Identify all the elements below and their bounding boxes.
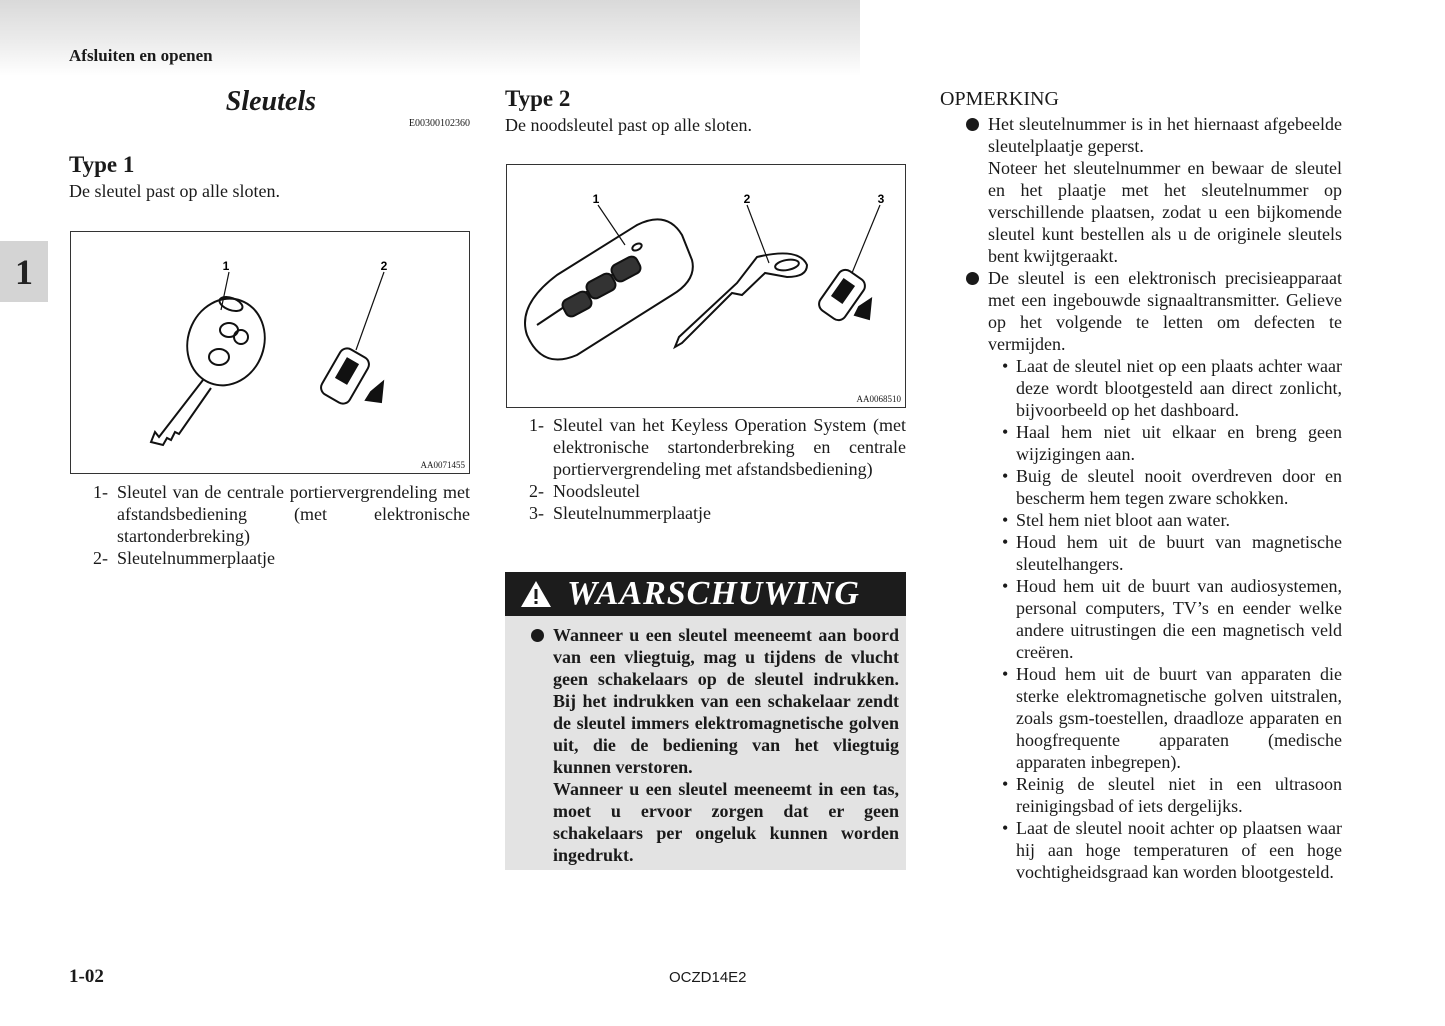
list-item: • Houd hem uit de buurt van magnetische sleutelhangers. xyxy=(1002,532,1342,574)
warning-paragraph: Wanneer u een sleutel meeneemt aan boord van een vliegtuig, mag u tijdens de vlucht geen schakelaars op de sleutel indrukken. Bij het indrukken van een schakelaar zendt de sleutel immers elektromagnetische golven uit, die de bediening van het vliegtuig kunnen verstoren. xyxy=(531,624,899,778)
figure-type2-keys xyxy=(506,164,906,408)
bullet-icon xyxy=(531,629,544,642)
warning-title: WAARSCHUWING xyxy=(567,575,860,612)
list-item: • Stel hem niet bloot aan water. xyxy=(1002,510,1230,530)
bullet-icon xyxy=(966,118,979,131)
warning-box xyxy=(505,572,906,870)
type1-legend xyxy=(93,481,470,569)
type1-text: De sleutel past op alle sloten. xyxy=(69,181,280,201)
list-item: • Laat de sleutel nooit achter op plaatsen waar hij aan hoge temperaturen of een hoge vochtigheidsgraad kan worden blootgesteld. xyxy=(1002,818,1342,882)
list-item: • Houd hem uit de buurt van apparaten die sterke elektromagnetische golven uitstralen, zoals gsm-toestellen, draadloze apparaten en hoogfrequente apparaten (medische apparaten inbegrepen). xyxy=(1002,664,1342,772)
type2-text: De noodsleutel past op alle sloten. xyxy=(505,115,752,135)
callout-3: 3 xyxy=(877,192,885,206)
callout-1: 1 xyxy=(592,192,600,206)
list-item: 3- Sleutelnummerplaatje xyxy=(529,503,711,523)
doc-reference-code: E00300102360 xyxy=(408,118,470,129)
figure-type1-keys xyxy=(70,231,470,474)
type1-heading: Type 1 xyxy=(69,152,135,177)
warning-triangle-icon xyxy=(519,579,553,609)
callout-2: 2 xyxy=(743,192,751,206)
list-item: • Reinig de sleutel niet in een ultrasoon reinigingsbad of iets dergelijks. xyxy=(1002,774,1342,816)
figure-code: AA0068510 xyxy=(856,394,901,404)
number-plate-icon xyxy=(318,345,383,406)
list-item: 1- Sleutel van de centrale portiervergrendeling met afstandsbediening (met elektronische startonderbreking) xyxy=(93,482,470,546)
note-item: Het sleutelnummer is in het hiernaast afgebeelde sleutelplaatje geperst. Noteer het sleutelnummer en bewaar de sleutel en het plaatje met het sleutelnummer op verschillende plaatsen, zodat u een bijkomende sleutel kunt bestellen als u de originele sleutels bent kwijtgeraakt. xyxy=(964,113,1342,267)
list-item: • Laat de sleutel niet op een plaats achter waar deze wordt blootgesteld aan direct zonlicht, bijvoorbeeld op het dashboard. xyxy=(1002,356,1342,420)
list-item: • Buig de sleutel nooit overdreven door en bescherm hem tegen zware schokken. xyxy=(1002,466,1342,508)
list-item: • Houd hem uit de buurt van audiosystemen, personal computers, TV’s en eender welke andere uitrustingen die een magnetisch veld creëren. xyxy=(1002,576,1342,662)
key-illustration-type1 xyxy=(71,232,469,473)
warning-body xyxy=(531,624,899,866)
number-plate-icon xyxy=(816,267,871,324)
note-title: OPMERKING xyxy=(940,88,1059,110)
keyless-remote-icon xyxy=(525,219,693,359)
page-number: 1-02 xyxy=(69,966,104,987)
warning-header xyxy=(505,572,906,616)
bullet-icon xyxy=(966,272,979,285)
note-item: De sleutel is een elektronisch precisieapparaat met een ingebouwde signaaltransmitter. Gelieve op het volgende te letten om defecten te vermijden. • Laat de sleutel niet op een plaats achter waar deze wordt blootgesteld aan direct zonlicht, bijvoorbeeld op het dashboard. • Haal hem niet uit elkaar en breng geen wijzigingen aan. • Buig de sleutel nooit overdreven door en bescherm hem tegen zware schokken. • Stel hem niet bloot aan water. • Houd hem uit de buurt van magnetische sleutelhangers. • Houd hem uit de buurt van audiosystemen, personal computers, TV’s en eender welke andere uitrustingen die een magnetisch veld creëren. • Houd hem uit de buurt van apparaten die sterke elektromagnetische golven uitstralen, zoals gsm-toestellen, draadloze apparaten en hoogfrequente apparaten (medische apparaten inbegrepen). • Reinig de sleutel niet in een ultrasoon reinigingsbad of iets dergelijks. • Laat de sleutel nooit achter op plaatsen waar hij aan hoge temperaturen of een hoge vochtigheidsgraad kan worden blootgesteld. xyxy=(964,267,1342,883)
list-item: 1- Sleutel van het Keyless Operation System (met elektronische startonderbreking en centrale portiervergrendeling met afstandsbediening) xyxy=(529,415,906,479)
note-list xyxy=(964,113,1342,883)
warning-paragraph: Wanneer u een sleutel meeneemt in een tas, moet u ervoor zorgen dat er geen schakelaars per ongeluk kunnen worden ingedrukt. xyxy=(553,779,899,865)
chapter-tab[interactable]: 1 xyxy=(0,241,48,302)
callout-2: 2 xyxy=(380,259,388,273)
figure-code: AA0071455 xyxy=(420,460,465,470)
list-item: 2- Sleutelnummerplaatje xyxy=(93,548,275,568)
list-item: 2- Noodsleutel xyxy=(529,481,640,501)
list-item: • Haal hem niet uit elkaar en breng geen wijzigingen aan. xyxy=(1002,422,1342,464)
document-code: OCZD14E2 xyxy=(669,969,747,986)
emergency-key-icon xyxy=(675,253,807,347)
precautions-list xyxy=(988,355,1342,883)
page-title: Sleutels xyxy=(225,86,316,117)
section-label: Afsluiten en openen xyxy=(69,46,213,65)
remote-key-icon xyxy=(151,288,277,445)
type2-heading: Type 2 xyxy=(505,86,571,111)
key-illustration-type2 xyxy=(507,165,905,407)
type2-legend xyxy=(529,414,906,524)
callout-1: 1 xyxy=(222,259,230,273)
